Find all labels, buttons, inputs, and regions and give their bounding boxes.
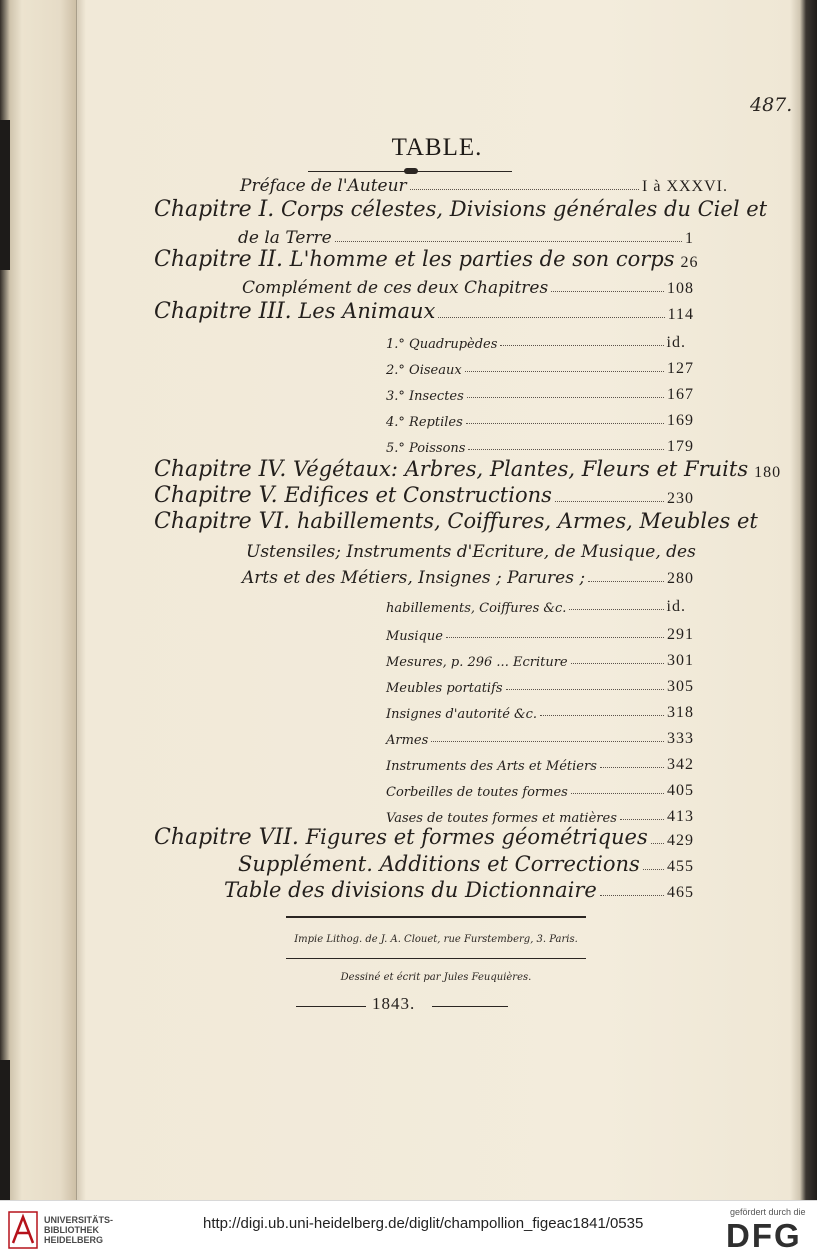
imprint-line: Impie Lithog. de J. A. Clouet, rue Furstemberg, 3. Paris. [294,934,578,945]
folio-number: 487. [750,94,793,116]
page-title: TABLE. [391,134,483,161]
toc-entry: Chapitre IV. Végétaux: Arbres, Plantes, Fleurs et Fruits 180 [154,457,782,482]
toc-entry: de la Terre 1 [238,228,694,248]
toc-entry: Chapitre VII. Figures et formes géométriques 429 [154,825,694,850]
toc-entry: Chapitre VI. habillements, Coiffures, Armes, Meubles et [154,509,758,534]
toc-subentry: Musique 291 [386,626,694,644]
divider [296,1006,366,1007]
binding-tab [0,120,10,270]
toc-entry: Supplément. Additions et Corrections 455 [238,852,694,876]
toc-entry: Chapitre I. Corps célestes, Divisions générales du Ciel et [154,197,768,222]
toc-entry: Arts et des Métiers, Insignes ; Parures ; 280 [242,568,694,588]
toc-subentry: 5.° Poissons 179 [386,438,694,456]
toc-entry: Chapitre III. Les Animaux 114 [154,299,694,324]
toc-subentry: 1.° Quadrupèdes id. [386,334,686,352]
toc-entry: Table des divisions du Dictionnaire 465 [224,878,694,902]
left-page-edge [0,0,77,1200]
toc-subentry: Insignes d'autorité &c. 318 [386,704,694,722]
toc-entry: Chapitre V. Edifices et Constructions 230 [154,483,694,508]
divider [432,1006,508,1007]
divider [286,916,586,918]
table-of-contents-page [86,16,798,1200]
university-name: UNIVERSITÄTS- BIBLIOTHEK HEIDELBERG [44,1215,114,1245]
toc-subentry: 4.° Reptiles 169 [386,412,694,430]
toc-entry: Ustensiles; Instruments d'Ecriture, de Musique, des [246,542,696,562]
toc-subentry: Armes 333 [386,730,694,748]
binding-tab [0,1060,10,1200]
dfg-logo: DFG [726,1217,802,1254]
toc-subentry: Instruments des Arts et Métiers 342 [386,756,694,774]
toc-entry: Préface de l'Auteur I à XXXVI. [240,176,728,196]
toc-entry: Chapitre II. L'homme et les parties de son corps 26 [154,247,699,272]
viewer-footer [0,1200,817,1259]
toc-subentry: Mesures, p. 296 ... Ecriture 301 [386,652,694,670]
divider [286,958,586,959]
university-logo-icon [8,1211,38,1249]
toc-subentry: Vases de toutes formes et matières 413 [386,808,694,826]
toc-subentry: Meubles portatifs 305 [386,678,694,696]
toc-entry: Complément de ces deux Chapitres 108 [242,278,694,298]
toc-subentry: Corbeilles de toutes formes 405 [386,782,694,800]
toc-subentry: habillements, Coiffures &c. id. [386,598,686,616]
toc-subentry: 2.° Oiseaux 127 [386,360,694,378]
permalink-url[interactable]: http://digi.ub.uni-heidelberg.de/diglit/champollion_figeac1841/0535 [203,1215,644,1232]
publication-year: 1843. [372,994,416,1013]
drawn-by-line: Dessiné et écrit par Jules Feuquières. [340,972,532,983]
funding-note: gefördert durch die [730,1207,806,1217]
toc-subentry: 3.° Insectes 167 [386,386,694,404]
